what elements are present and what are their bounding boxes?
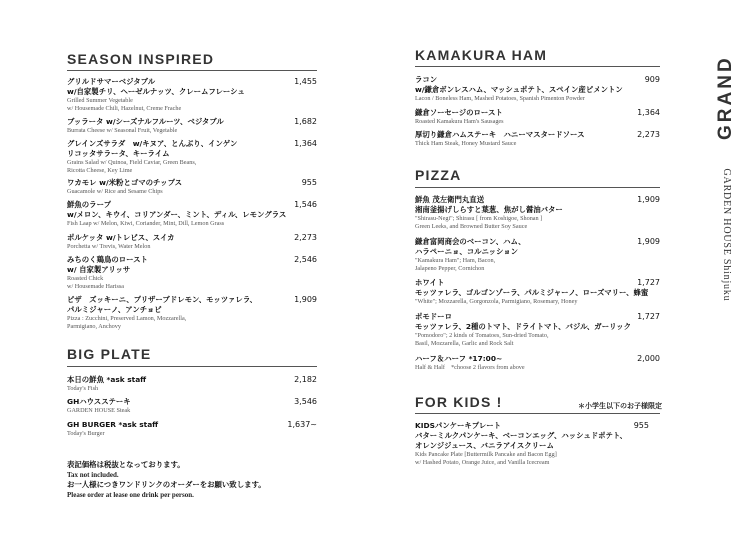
item-name: ポモドーロ: [415, 312, 452, 321]
item-english-name: Porchetta w/ Trevis, Water Melon: [67, 243, 151, 250]
item-price: 1,727: [637, 312, 660, 321]
right-column: [415, 0, 665, 533]
item-price: 1,546: [294, 200, 317, 209]
brand-subtitle-wrap: [719, 150, 733, 320]
brand-name: GRAND: [715, 55, 736, 140]
tax-note-english: Tax not included.: [67, 471, 119, 479]
item-description: モッツァレラ、2種のトマト、ドライトマト、バジル、ガーリック: [415, 322, 631, 331]
brand-subtitle: GARDEN HOUSE Shinjuku: [721, 168, 732, 302]
item-description: w/自家製チリ、ヘーゼルナッツ、クレームフレーシュ: [67, 87, 245, 96]
item-description: w/鎌倉ボンレスハム、マッシュポテト、スペイン産ピメントン: [415, 85, 623, 94]
item-english-description: Basil, Mozzarella, Garlic and Rock Salt: [415, 340, 514, 347]
item-english-name: Grains Salad w/ Quinoa, Field Caviar, Green Beans,: [67, 159, 197, 166]
item-english-name: Half & Half *choose 2 flavors from above: [415, 364, 525, 371]
section-divider: [415, 66, 660, 67]
menu-item: [67, 178, 317, 196]
menu-item: [415, 278, 660, 306]
item-english-name: Kids Pancake Plate [Buttermilk Pancake and Bacon Egg]: [415, 451, 557, 458]
drink-note-english: Please order at lease one drink per person.: [67, 491, 194, 499]
item-description: モッツァレラ、ゴルゴンゾーラ、パルミジャーノ、ローズマリー、蜂蜜: [415, 288, 649, 297]
item-price: 1,364: [294, 139, 317, 148]
item-name: ハーフ＆ハーフ *17:00~: [415, 354, 503, 363]
item-price: 1,909: [294, 295, 317, 304]
item-name: 厚切り鎌倉ハムステーキ ハニーマスタードソース: [415, 130, 585, 139]
tax-note: 表記価格は税抜となっております。: [67, 460, 185, 469]
menu-item: [67, 420, 317, 438]
item-name: ピザ ズッキーニ、プリザーブドレモン、モッツァレラ、: [67, 295, 258, 304]
item-english-description: w/ Hashed Potato, Orange Juice, and Vanilla Icecream: [415, 459, 550, 466]
section-divider: [415, 187, 660, 188]
brand-logo: [715, 55, 736, 140]
item-description: バターミルクパンケーキ、ベーコンエッグ、ハッシュドポテト、: [415, 431, 628, 440]
item-price: 3,546: [294, 397, 317, 406]
menu-item: [415, 75, 660, 103]
item-english-name: Burrata Cheese w/ Seasonal Fruit, Vegetable: [67, 127, 178, 134]
item-price: 1,909: [637, 195, 660, 204]
menu-item: [415, 237, 660, 273]
item-name: 本日の鮮魚 *ask staff: [67, 375, 147, 384]
item-name: みちのく鶏鳥のロースト: [67, 255, 148, 264]
item-price: 2,273: [637, 130, 660, 139]
item-price: 1,909: [637, 237, 660, 246]
item-name: ブッラータ w/シーズナルフルーツ、ベジタブル: [67, 117, 224, 126]
item-price: 1,727: [637, 278, 660, 287]
item-name: 鮮魚 茂左衛門丸直送: [415, 195, 485, 204]
menu-item: [415, 130, 660, 148]
item-english-name: Thick Ham Steak, Honey Mustard Sauce: [415, 140, 517, 147]
item-description: w/メロン、キウイ、コリアンダー、ミント、ディル、レモングラス: [67, 210, 287, 219]
section-title-pizza: PIZZA: [415, 167, 462, 183]
item-english-description: w/ Housemade Harissa: [67, 283, 125, 290]
section-divider: [67, 366, 317, 367]
item-english-description: w/ Housemade Chili, Hazelnut, Creme Frache: [67, 105, 182, 112]
item-english-description: Jalapeno Pepper, Cornichon: [415, 265, 485, 272]
menu-item: [67, 200, 317, 228]
item-price: 1,682: [294, 117, 317, 126]
item-name: GHハウスステーキ: [67, 397, 131, 406]
menu-item: [67, 255, 317, 291]
item-price: 1,364: [637, 108, 660, 117]
item-english-description: Green Leeks, and Browned Butter Soy Sauce: [415, 223, 528, 230]
item-description: パルミジャーノ、アンチョビ: [67, 305, 162, 314]
item-description: オレンジジュース、バニラアイスクリーム: [415, 441, 554, 450]
drink-note: お一人様につきワンドリンクのオーダーをお願い致します。: [67, 480, 266, 489]
section-title-big-plate: BIG PLATE: [67, 346, 152, 362]
item-english-name: Today's Burger: [67, 430, 105, 437]
section-title-for-kids: FOR KIDS !: [415, 394, 503, 410]
item-english-description: Ricotta Cheese, Key Lime: [67, 167, 133, 174]
item-description: w/ 自家製アリッサ: [67, 265, 131, 274]
item-english-name: Grilled Summer Vegetable: [67, 97, 133, 104]
item-name: KIDSパンケーキプレート: [415, 421, 502, 430]
item-price: 2,273: [294, 233, 317, 242]
menu-item: [67, 233, 317, 251]
item-english-name: GARDEN HOUSE Steak: [67, 407, 131, 414]
item-description: 湘南釜揚げしらすと葉葱、焦がし醤油バター: [415, 205, 563, 214]
kids-age-note: ＊小学生以下のお子様限定: [578, 402, 662, 410]
item-name: 鮮魚のラープ: [67, 200, 111, 209]
item-name: ホワイト: [415, 278, 445, 287]
menu-item: [415, 195, 660, 231]
item-english-name: Fish Laap w/ Melon, Kiwi, Coriander, Mint, Dill, Lemon Grass: [67, 220, 225, 227]
item-name: ワカモレ w/米粉とゴマのチップス: [67, 178, 183, 187]
item-name: GH BURGER *ask staff: [67, 420, 159, 429]
section-title-season: SEASON INSPIRED: [67, 51, 215, 67]
menu-item: [415, 312, 660, 348]
item-english-name: "Shirasu-Negi"; Shirasu [ from Koshigoe, Shonan ]: [415, 215, 543, 222]
item-price: 909: [644, 75, 660, 84]
menu-item: [67, 295, 317, 331]
item-name: 鎌倉ソーセージのロースト: [415, 108, 503, 117]
item-english-name: "Kamakura Ham"; Ham, Bacon,: [415, 257, 496, 264]
item-english-name: Today's Fish: [67, 385, 99, 392]
section-divider: [415, 413, 660, 414]
menu-item: [67, 397, 317, 415]
item-name: グレインズサラダ w/キヌア、とんぶり、インゲン: [67, 139, 238, 148]
item-english-name: "Pomodoro"; 2 kinds of Tomatoes, Sun-dried Tomato,: [415, 332, 549, 339]
item-name: ラコン: [415, 75, 438, 84]
menu-item: [415, 421, 660, 467]
item-description: リコッタサラータ、キーライム: [67, 149, 170, 158]
menu-item: [415, 354, 660, 372]
menu-item: [67, 139, 317, 175]
item-price: 955: [301, 178, 317, 187]
item-name: グリルドサマーベジタブル: [67, 77, 156, 86]
menu-item: [67, 117, 317, 135]
item-price: 1,455: [294, 77, 317, 86]
item-english-description: Parmigiano, Anchovy: [67, 323, 121, 330]
item-name: ポルケッタ w/トレビス、スイカ: [67, 233, 175, 242]
section-divider: [67, 70, 317, 71]
item-english-name: Guacamole w/ Rice and Sesame Chips: [67, 188, 163, 195]
item-price: 2,000: [637, 354, 660, 363]
item-description: ハラペーニョ、コルニッション: [415, 247, 519, 256]
left-column: [67, 0, 317, 533]
item-price: 2,182: [294, 375, 317, 384]
item-english-name: Lacon / Boneless Ham, Mashed Potatoes, Spanish Pimenton Powder: [415, 95, 585, 102]
item-price: 2,546: [294, 255, 317, 264]
item-english-name: Roasted Kamakura Ham's Sausages: [415, 118, 504, 125]
item-english-name: "White"; Mozzarella, Gorgonzola, Parmigiano, Rosemary, Honey: [415, 298, 578, 305]
menu-notes: [67, 460, 266, 500]
section-title-kamakura-ham: KAMAKURA HAM: [415, 47, 548, 63]
item-price: 1,637~: [287, 420, 317, 429]
menu-item: [67, 77, 317, 113]
item-english-name: Roasted Chick: [67, 275, 104, 282]
item-english-name: Pizza : Zucchini, Preserved Lamon, Mozzarella,: [67, 315, 187, 322]
menu-item: [415, 108, 660, 126]
item-name: 鎌倉富岡商会のベーコン、ハム、: [415, 237, 526, 246]
item-price: 955: [633, 421, 649, 430]
menu-item: [67, 375, 317, 393]
